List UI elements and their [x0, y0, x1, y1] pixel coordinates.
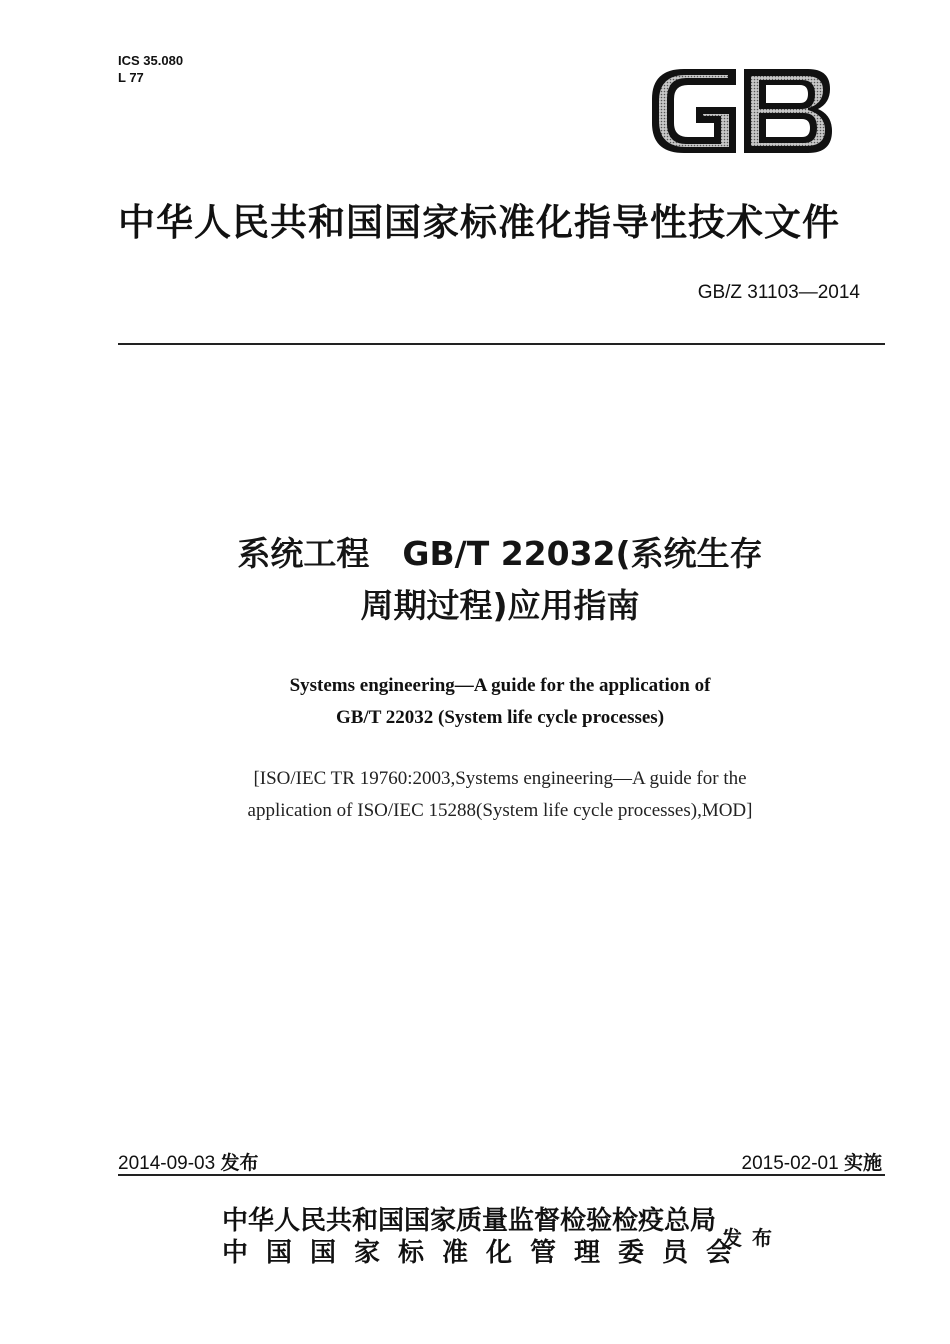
- issue-date-block: [118, 1148, 259, 1175]
- document-type: 中华人民共和国国家标准化指导性技术文件: [118, 201, 840, 244]
- ics-code: ICS 35.080: [118, 53, 184, 68]
- classification-codes: [118, 52, 183, 86]
- international-equivalence: [0, 763, 950, 827]
- equivalence-line-1: [ISO/IEC TR 19760:2003,Systems engineering—A guide for the: [253, 768, 747, 789]
- implementation-label: 实施: [843, 1152, 882, 1174]
- standard-number: GB/Z 31103—2014: [697, 282, 860, 303]
- publish-label: 发布: [722, 1226, 782, 1250]
- gb-logo: [648, 63, 834, 159]
- implementation-date: 2015-02-01: [741, 1153, 839, 1174]
- equivalence-line-2: application of ISO/IEC 15288(System life cycle processes),MOD]: [247, 800, 753, 821]
- issuing-authorities: [222, 1205, 750, 1269]
- top-divider: [118, 343, 885, 345]
- ccs-code: L 77: [118, 70, 144, 85]
- issuer-aqsiq: 中华人民共和国国家质量监督检验检疫总局: [222, 1206, 717, 1236]
- chinese-title-line-1: 系统工程 GB/T 22032(系统生存: [237, 534, 763, 573]
- english-title-line-1: Systems engineering—A guide for the application of: [289, 675, 711, 696]
- chinese-title: [0, 528, 950, 632]
- english-title-line-2: GB/T 22032 (System life cycle processes): [335, 707, 665, 728]
- chinese-title-line-2: 周期过程)应用指南: [360, 586, 640, 625]
- implementation-date-block: [742, 1148, 883, 1175]
- issuer-sac: 中国国家标准化管理委员会: [222, 1238, 751, 1268]
- issue-date: 2014-09-03: [118, 1153, 216, 1174]
- bottom-divider: [118, 1174, 885, 1176]
- logo-text: GB: [648, 63, 650, 64]
- english-title: [0, 670, 950, 734]
- issue-label: 发布: [220, 1152, 259, 1174]
